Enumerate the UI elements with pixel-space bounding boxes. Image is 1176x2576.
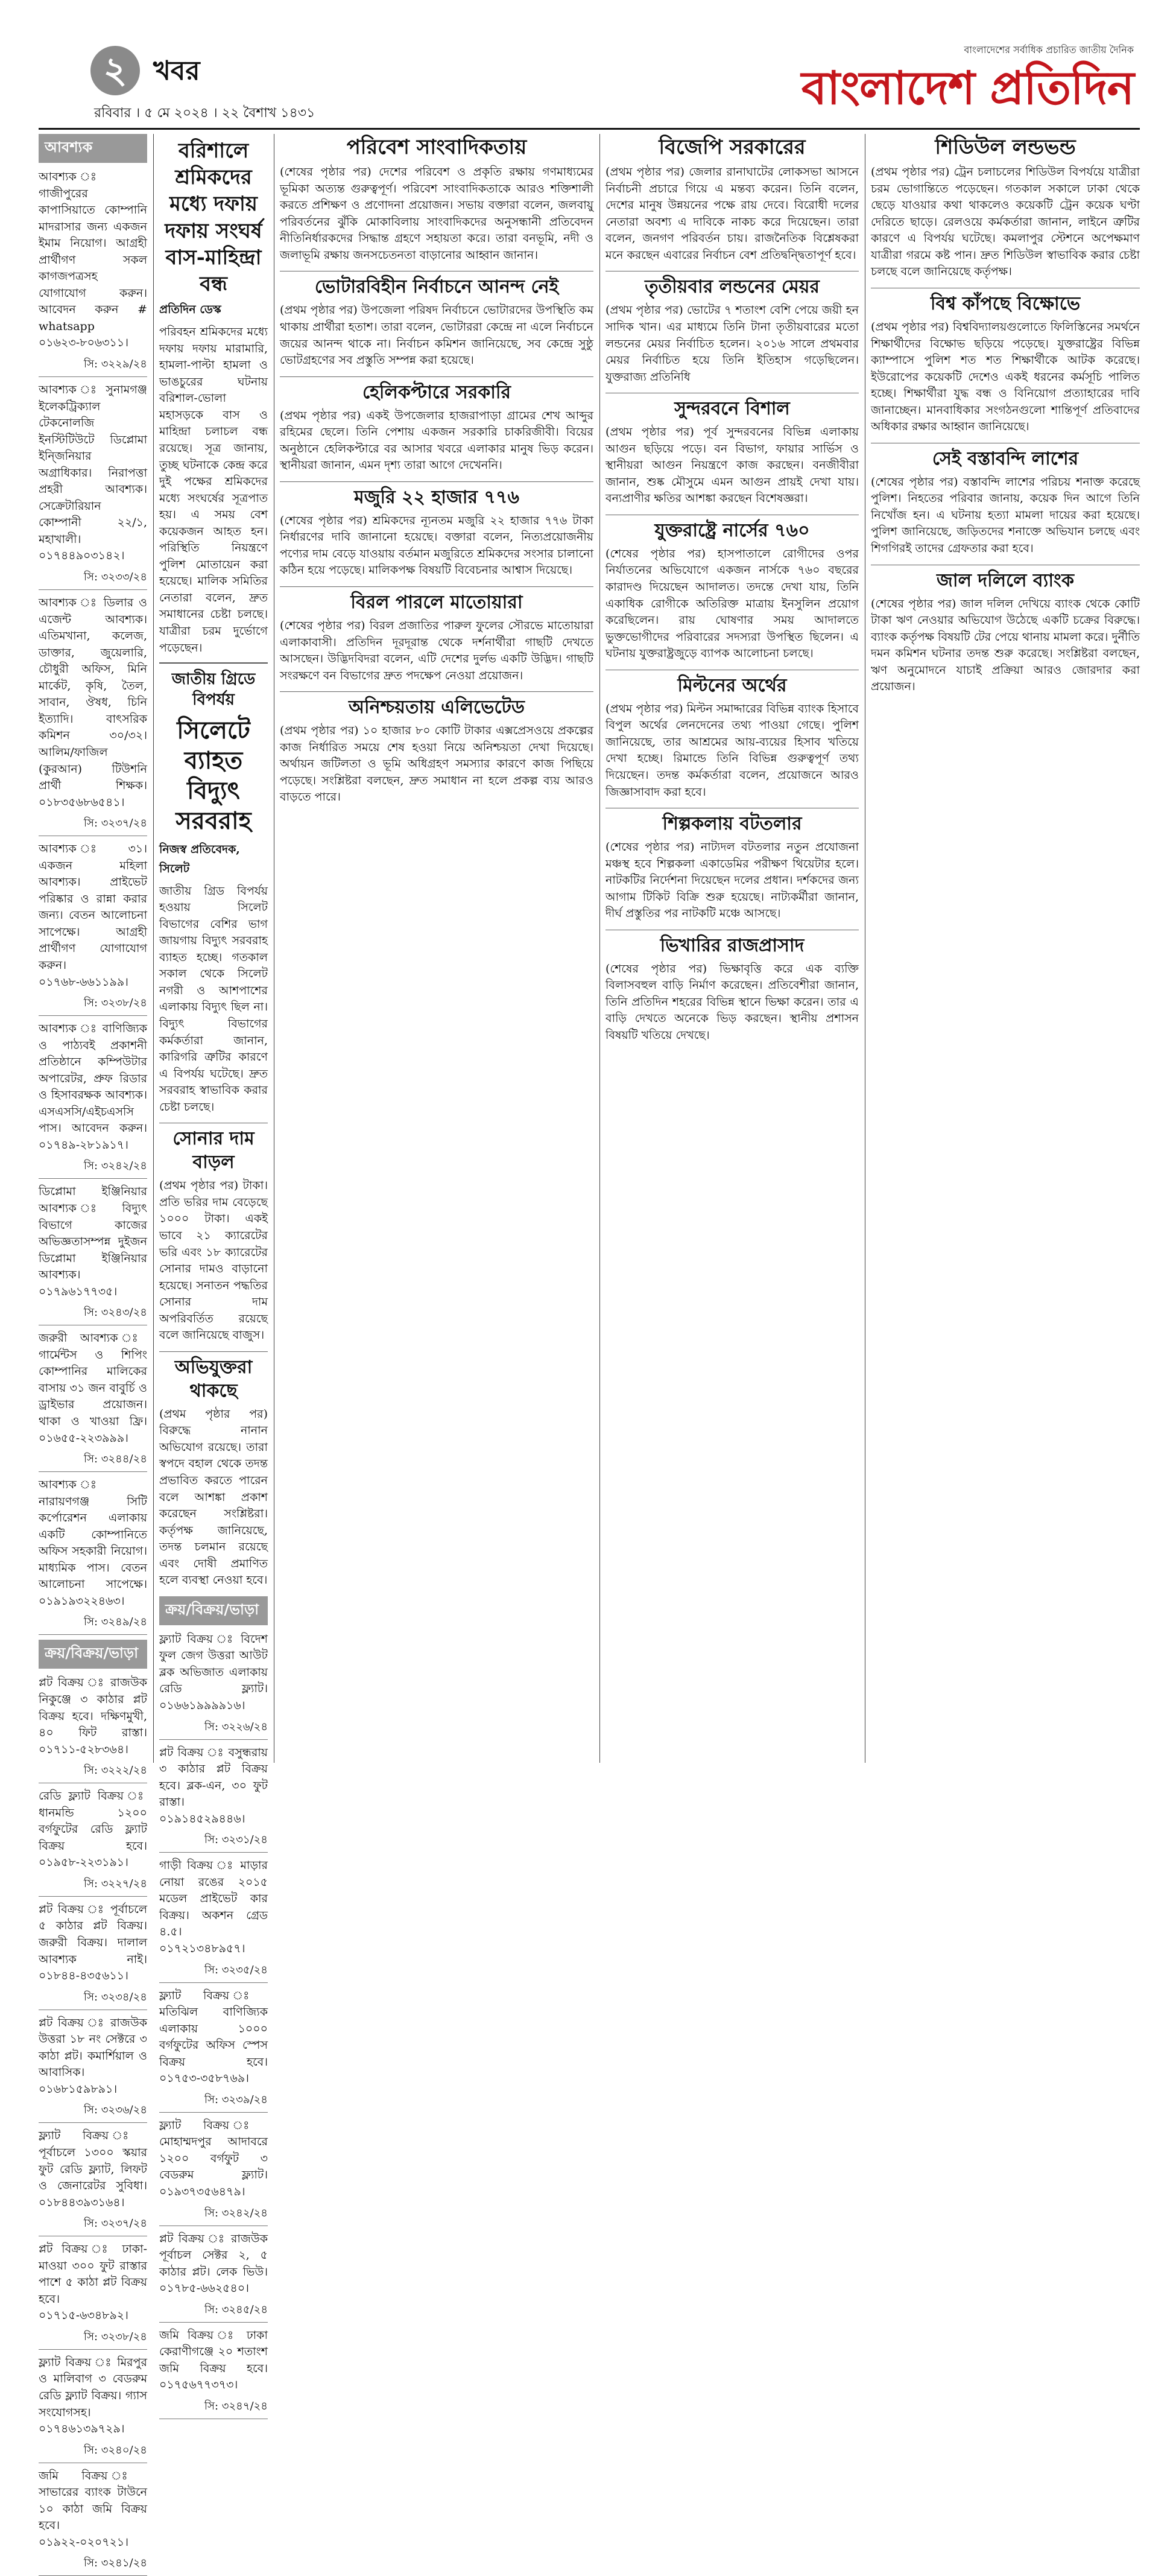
classified-ad-ref: সি: ৩২৩৭/২৪ [39,814,147,836]
classified-ad-text: আবশ্যক ঃ ডিলার ও এজেন্ট আবশ্যক। এতিমখানা, কলেজ, ডাক্তার, জুয়েলারি, চৌধুরী অফিস, মিনি মার্কেট, কৃষি, তৈল, সাবান, ঔষধ, চিনি ইত্যাদি। বাৎসরিক কমিশন ৩০/৩২। আলিম/ফাজিল (কুরআন) টিউশনি প্রার্থী শিক্ষক। ০১৮৩৫৬৮৬৫৪১। [39,596,147,809]
body-world: (প্রথম পৃষ্ঠার পর) বিশ্ববিদ্যালয়গুলোতে ফিলিস্তিনের সমর্থনে শিক্ষার্থীদের বিক্ষোভ ছড়িয়ে পড়েছে। যুক্তরাষ্ট্রের বিভিন্ন ক্যাম্পাসে পুলিশ শত শত শিক্ষার্থীকে আটক করেছে। ইউরোপের কয়েকটি দেশেও একই ধরনের কর্মসূচি পালিত হচ্ছে। শিক্ষার্থীরা যুদ্ধ বন্ধ ও বিনিয়োগ প্রত্যাহারের দাবি জানাচ্ছেন। মানবাধিকার সংগঠনগুলো শান্তিপূর্ণ প্রতিবাদের অধিকার রক্ষার আহ্বান জানিয়েছে। [871,320,1140,434]
headline-helicopter: হেলিকপ্টারে সরকারি [280,376,593,404]
headline-nurse: যুক্তরাষ্ট্রে নার্সের ৭৬০ [605,515,859,542]
separator [159,662,268,664]
body-gold: (প্রথম পৃষ্ঠার পর) টাকা। প্রতি ভরির দাম বেড়েছে ১০০০ টাকা। একই ভাবে ২১ ক্যারেটের ভরি এবং ১৮ ক্যারেটের সোনার দামও বাড়ানো হয়েছে। সনাতন পদ্ধতির সোনার দাম অপরিবর্তিত রয়েছে বলে জানিয়েছে বাজুস। [159,1179,268,1342]
section-title: খবর [153,56,200,86]
body-accused: (প্রথম পৃষ্ঠার পর) বিরুদ্ধে নানান অভিযোগ রয়েছে। তারা স্বপদে বহাল থেকে তদন্ত প্রভাবিত করতে পারেন বলে আশঙ্কা প্রকাশ করেছেন সংশ্লিষ্টরা। কর্তৃপক্ষ জানিয়েছে, তদন্ত চলমান রয়েছে এবং দোষী প্রমাণিত হলে ব্যবস্থা নেওয়া হবে। [159,1407,268,1587]
classified-ad-text: প্লট বিক্রয় ঃ বসুন্ধরায় ৩ কাঠার প্লট বিক্রয় হবে। ব্লক-এন, ৩০ ফুট রাস্তা। ০১৯১৪৫২৯৪৪৬। [159,1745,268,1826]
header-rule [39,128,1140,130]
classified-ad-text: আবশ্যক ঃ সুনামগঞ্জ ইলেকট্রিক্যাল টেকনোলজি ইনস্টিটিউটে ডিপ্লোমা ইন্জিনিয়ার অগ্রাধিকার। নিরাপত্তা প্রহরী আবশ্যক। সেক্রেটারিয়ান কোম্পানী ২২/১, মহাখালী। ০১৭৪৪৯০৩১৪২। [39,383,147,563]
byline-sylhet: নিজস্ব প্রতিবেদক, সিলেট [159,842,240,875]
classified-ad-ref: সি: ৩২৩৮/২৪ [39,2328,147,2350]
body-flower: (শেষের পৃষ্ঠার পর) বিরল প্রজাতির পারুল ফুলের সৌরভে মাতোয়ারা এলাকাবাসী। প্রতিদিন দূরদূরান্ত থেকে দর্শনার্থীরা গাছটি দেখতে আসছেন। উদ্ভিদবিদরা বলেন, এটি দেশের দুর্লভ একটি উদ্ভিদ। গাছটি সংরক্ষণে বন বিভাগের দ্রুত পদক্ষেপ নেওয়া প্রয়োজন। [280,619,593,682]
classified-ad-ref: সি: ৩২৪৫/২৪ [159,2301,268,2323]
headline-gold: সোনার দাম বাড়ল [159,1123,268,1174]
classified-ad-text: রেডি ফ্ল্যাট বিক্রয় ঃ ধানমন্ডি ১২০০ বর্গফুটের রেডি ফ্ল্যাট বিক্রয় হবে। ০১৯৫৮-২২৩১৯১। [39,1789,147,1870]
body-nurse: (শেষের পৃষ্ঠার পর) হাসপাতালে রোগীদের ওপর নির্যাতনের অভিযোগে একজন নার্সকে ৭৬০ বছরের কারাদণ্ড দিয়েছেন আদালত। তদন্তে দেখা যায়, তিনি একাধিক রোগীকে অতিরিক্ত মাত্রায় ইনসুলিন প্রয়োগ করেছিলেন। রায় ঘোষণার সময় আদালতে ভুক্তভোগীদের পরিবারের সদস্যরা উপস্থিত ছিলেন। এ ঘটনায় যুক্তরাষ্ট্রজুড়ে ব্যাপক আলোচনা চলছে। [605,547,859,661]
classified-ad-text: আবশ্যক ঃ ৩১। একজন মহিলা আবশ্যক। প্রাইভেট পরিষ্কার ও রান্না করার জন্য। বেতন আলোচনা সাপেক্ষে। আগ্রহী প্রার্থীগণ যোগাযোগ করুন। ০১৭৬৮-৬৬১১৯৯। [39,842,147,989]
dateline: রবিবার । ৫ মে ২০২৪ । ২২ বৈশাখ ১৪৩১ [94,106,315,121]
body-corpse: (শেষের পৃষ্ঠার পর) বস্তাবন্দি লাশের পরিচয় শনাক্ত করেছে পুলিশ। নিহতের পরিবার জানায়, কয়েক দিন আগে তিনি নিখোঁজ হন। এ ঘটনায় হত্যা মামলা দায়ের করা হয়েছে। পুলিশ জানিয়েছে, জড়িতদের শনাক্তে অভিযান চলছে এবং শিগগিরই তাদের গ্রেফতার করা হবে। [871,475,1140,556]
classified-ad-ref: সি: ৩২৩৮/২৪ [39,994,147,1016]
classified-ad-text: ফ্ল্যাট বিক্রয় ঃ মোহাম্মদপুর আদাবরে ১২০০ বর্গফুট ৩ বেডরুম ফ্ল্যাট। ০১৯৩৭৩৫৬৪৭৯। [159,2118,268,2199]
classified-list-sale [39,1675,147,2576]
headline-art: শিল্পকলায় বটতলার [605,808,859,836]
classified-ad-ref: সি: ৩২৪১/২৪ [39,2554,147,2576]
body-beggar: (শেষের পৃষ্ঠার পর) ভিক্ষাবৃত্তি করে এক ব্যক্তি বিলাসবহুল বাড়ি নির্মাণ করেছেন। প্রতিবেশীরা জানান, তিনি প্রতিদিন শহরের বিভিন্ন স্থানে ভিক্ষা করেন। তার এ বাড়ি দেখতে অনেকে ভিড় করছেন। স্থানীয় প্রশাসন বিষয়টি খতিয়ে দেখছে। [605,962,859,1042]
kicker-sylhet: জাতীয় গ্রিডে বিপর্যয় [171,670,256,709]
classified-ad-text: জমি বিক্রয় ঃ সাভারের ব্যাংক টাউনে ১০ কাঠা জমি বিক্রয় হবে। ০১৯২২-০২০৭২১। [39,2469,147,2549]
body-bjp: (প্রথম পৃষ্ঠার পর) জেলার রানাঘাটের লোকসভা আসনে নির্বাচনী প্রচারে গিয়ে এ মন্তব্য করেন। তিনি বলেন, দেশের মানুষ উন্নয়নের পক্ষে রায় দেবে। বিরোধী দলের নেতারা অবশ্য এ দাবিকে নাকচ করে দিয়েছেন। তারা বলেন, জনগণ পরিবর্তন চায়। রাজনৈতিক বিশ্লেষকরা মনে করছেন এবারের নির্বাচন বেশ প্রতিদ্বন্দ্বিতাপূর্ণ হবে। [605,165,859,262]
headline-elevated: অনিশ্চয়তায় এলিভেটেড [280,691,593,719]
classified-ad-text: ফ্ল্যাট বিক্রয় ঃ বিদেশ ফুল জেগ উত্তরা আউট ব্লক অভিজাত এলাকায় রেডি ফ্ল্যাট। ০১৬৬১৯৯৯৯১৬। [159,1632,268,1712]
classified-ad-text: ফ্ল্যাট বিক্রয় ঃ মতিঝিল বাণিজ্যিক এলাকায় ১০০০ বর্গফুটের অফিস স্পেস বিক্রয় হবে। ০১৭৫৩-৩৫৮৭৬৯। [159,1988,268,2086]
body-sylhet: জাতীয় গ্রিড বিপর্যয় হওয়ায় সিলেট বিভাগের বেশির ভাগ জায়গায় বিদ্যুৎ সরবরাহ ব্যাহত হচ্ছে। গতকাল সকাল থেকে সিলেট নগরী ও আশপাশের এলাকায় বিদ্যুৎ ছিল না। বিদ্যুৎ বিভাগের কর্মকর্তারা জানান, কারিগরি ত্রুটির কারণে এ বিপর্যয় ঘটেছে। দ্রুত সরবরাহ স্বাভাবিক করার চেষ্টা চলছে। [159,884,268,1114]
headline-beggar: ভিখারির রাজপ্রাসাদ [605,930,859,957]
column-3 [280,134,593,1763]
classified-ad-ref: সি: ৩২২২/২৪ [39,1762,147,1783]
headline-world: বিশ্ব কাঁপছে বিক্ষোভে [871,288,1140,316]
classified-ad-text: প্লট বিক্রয় ঃ রাজউক নিকুঞ্জে ৩ কাঠার প্লট বিক্রয় হবে। দক্ষিণমুখী, ৪০ ফিট রাস্তা। ০১৭১১-৫২৮৩৬৪। [39,1676,147,1756]
classified-ad-text: ফ্ল্যাট বিক্রয় ঃ মিরপুর ও মালিবাগ ৩ বেডরুম রেডি ফ্ল্যাট বিক্রয়। গ্যাস সংযোগসহ। ০১৭৪৬১৩৯৭২৯। [39,2355,147,2436]
body-voter: (প্রথম পৃষ্ঠার পর) উপজেলা পরিষদ নির্বাচনে ভোটারদের উপস্থিতি কম থাকায় প্রার্থীরা হতাশ। তারা বলেন, ভোটাররা কেন্দ্রে না এলে নির্বাচনে জয়ের আনন্দ থাকে না। নির্বাচন কমিশন জানিয়েছে, সব কেন্দ্রে সুষ্ঠু ভোটগ্রহণের সব প্রস্তুতি সম্পন্ন করা হয়েছে। [280,303,593,367]
headline-london: তৃতীয়বার লন্ডনের মেয়র [605,271,859,299]
masthead [39,42,1140,122]
body-wage: (শেষের পৃষ্ঠার পর) শ্রমিকদের ন্যূনতম মজুরি ২২ হাজার ৭৭৬ টাকা নির্ধারণের দাবি জানানো হয়েছে। বক্তারা বলেন, নিত্যপ্রয়োজনীয় পণ্যের দাম বেড়ে যাওয়ায় বর্তমান মজুরিতে শ্রমিকদের সংসার চালানো কঠিন হয়ে পড়েছে। মালিকপক্ষ বিষয়টি বিবেচনার আশ্বাস দিয়েছে। [280,513,593,577]
classified-ad-ref: সি: ৩২৪২/২৪ [39,1157,147,1179]
headline-voter: ভোটারবিহীন নির্বাচনে আনন্দ নেই [280,271,593,299]
classified-ad-ref: সি: ৩২৪০/২৪ [39,2441,147,2463]
body-art: (শেষের পৃষ্ঠার পর) নাট্যদল বটতলার নতুন প্রযোজনা মঞ্চস্থ হবে শিল্পকলা একাডেমির পরীক্ষণ থিয়েটার হলে। নাটকটির নির্দেশনা দিয়েছেন দলের প্রধান। দর্শকদের জন্য আগাম টিকিট বিক্রি শুরু হয়েছে। নাট্যকর্মীরা জানান, দীর্ঘ প্রস্তুতির পর নাটকটি মঞ্চে আসছে। [605,840,859,921]
body-sundarbans: (প্রথম পৃষ্ঠার পর) পূর্ব সুন্দরবনের বিভিন্ন এলাকায় আগুন ছড়িয়ে পড়ে। বন বিভাগ, ফায়ার সার্ভিস ও স্থানীয়রা আগুন নিয়ন্ত্রণে কাজ করছেন। বনজীবীরা জানান, শুষ্ক মৌসুমে এমন আগুন প্রায়ই দেখা যায়। বন্যপ্রাণীর ক্ষতির আশঙ্কা করছেন বিশেষজ্ঞরা। [605,425,859,506]
column-5 [871,134,1140,1763]
classified-ad-ref: সি: ৩২৩৩/২৪ [39,568,147,590]
byline-barishal: প্রতিদিন ডেস্ক [159,303,221,317]
classified-ad-text: প্লট বিক্রয় ঃ রাজউক উত্তরা ১৮ নং সেক্টরে ৩ কাঠা প্লট। কমার্শিয়াল ও আবাসিক। ০১৬৮১৫৯৮৯১। [39,2016,147,2096]
classified-ad-ref: সি: ৩২২৯/২৪ [39,355,147,377]
column-2 [159,134,268,2413]
classified-ad-ref: সি: ৩২৪২/২৪ [159,2204,268,2226]
classified-ad-ref: সি: ৩২৪৭/২৪ [159,2397,268,2419]
body-london: (প্রথম পৃষ্ঠার পর) ভোটের ৭ শতাংশ বেশি পেয়ে জয়ী হন সাদিক খান। এর মাধ্যমে তিনি টানা তৃতীয়বারের মতো লন্ডনের মেয়র নির্বাচিত হলেন। ২০১৬ সালে প্রথমবার মেয়র নির্বাচিত হয়ে তিনি ইতিহাস গড়েছিলেন। যুক্তরাজ্য প্রতিনিধি [605,303,859,384]
classified-ad-ref: সি: ৩২৩৬/২৪ [39,2101,147,2123]
body-schedule: (প্রথম পৃষ্ঠার পর) ট্রেন চলাচলের শিডিউল বিপর্যয়ে যাত্রীরা চরম ভোগান্তিতে পড়েছেন। গতকাল সকালে ঢাকা থেকে ছেড়ে যাওয়ার কথা থাকলেও কয়েকটি ট্রেন কয়েক ঘণ্টা দেরিতে ছাড়ে। রেলওয়ে কর্মকর্তারা জানান, লাইনে ত্রুটির কারণে এ বিপর্যয় ঘটেছে। কমলাপুর স্টেশনে অপেক্ষমাণ যাত্রীরা গরমে কষ্ট পান। দ্রুত শিডিউল স্বাভাবিক করার চেষ্টা চলছে বলে জানিয়েছে কর্তৃপক্ষ। [871,165,1140,279]
headline-environment: পরিবেশ সাংবাদিকতায় [346,135,527,159]
headline-bjp: বিজেপি সরকারের [659,135,806,159]
classified-ad-text: প্লট বিক্রয় ঃ ঢাকা-মাওয়া ৩০০ ফুট রাস্তার পাশে ৫ কাঠা প্লট বিক্রয় হবে। ০১৭১৫-৬৩৪৮৯২। [39,2242,147,2323]
classified-ad-text: প্লট বিক্রয় ঃ রাজউক পূর্বাচল সেক্টর ২, ৫ কাঠার প্লট। লেক ভিউ। ০১৭৮৫-৬৬২৫৪০। [159,2232,268,2295]
headline-sylhet: সিলেটে ব্যাহত বিদ্যুৎ সরবরাহ [175,715,251,835]
classified-tag-sale: ক্রয়/বিক্রয়/ভাড়া [39,1640,147,1669]
body-bank: (শেষের পৃষ্ঠার পর) জাল দলিল দেখিয়ে ব্যাংক থেকে কোটি টাকা ঋণ নেওয়ার অভিযোগ উঠেছে একটি চক্রের বিরুদ্ধে। ব্যাংক কর্তৃপক্ষ বিষয়টি টের পেয়ে থানায় মামলা করে। দুর্নীতি দমন কমিশন ঘটনার তদন্ত শুরু করেছে। সংশ্লিষ্টরা বলছেন, ঋণ অনুমোদনে যাচাই প্রক্রিয়া আরও জোরদার করা প্রয়োজন। [871,597,1140,694]
body-elevated: (প্রথম পৃষ্ঠার পর) ১০ হাজার ৮০ কোটি টাকার এক্সপ্রেসওয়ে প্রকল্পের কাজ নির্ধারিত সময়ে শেষ হওয়া নিয়ে অনিশ্চয়তা দেখা দিয়েছে। অর্থায়ন জটিলতা ও ভূমি অধিগ্রহণ সমস্যার কারণে কাজ পিছিয়ে পড়েছে। সংশ্লিষ্টরা বলছেন, দ্রুত সমাধান না হলে প্রকল্প ব্যয় আরও বাড়তে পারে। [280,724,593,804]
headline-wage: মজুরি ২২ হাজার ৭৭৬ [280,481,593,509]
headline-schedule: শিডিউল লন্ডভন্ড [935,135,1076,159]
classified-ad-text: গাড়ী বিক্রয় ঃ মাড়ার নোয়া রঙের ২০১৫ মডেল প্রাইভেট কার বিক্রয়। অকশন গ্রেড ৪.৫। ০১৭২১৩৪৮৯৫৭। [159,1859,268,1955]
body-milton: (প্রথম পৃষ্ঠার পর) মিল্টন সমাদ্দারের বিভিন্ন ব্যাংক হিসাবে বিপুল অর্থের লেনদেনের তথ্য পাওয়া গেছে। পুলিশ জানিয়েছে, তার আশ্রমের আয়-ব্যয়ের হিসাব খতিয়ে দেখা হচ্ছে। রিমান্ডে তিনি বিভিন্ন গুরুত্বপূর্ণ তথ্য দিয়েছেন। তদন্ত কর্মকর্তারা বলেন, প্রয়োজনে আরও জিজ্ঞাসাবাদ করা হবে। [605,702,859,799]
classified-ad-ref: সি: ৩২৩৫/২৪ [159,1961,268,1983]
classified-ad-ref: সি: ৩২৪৪/২৪ [39,1450,147,1472]
classified-list-sale-2 [159,1631,268,2419]
classified-ad-ref: সি: ৩২৪৩/২৪ [39,1304,147,1325]
classified-ad-text: আবশ্যক ঃ নারায়ণগঞ্জ সিটি কর্পোরেশন এলাকায় একটি কোম্পানিতে অফিস সহকারী নিয়োগ। মাধ্যমিক পাস। বেতন আলোচনা সাপেক্ষে। ০১৯১৯৩২২৪৬৩। [39,1478,147,1608]
classified-ad-ref: সি: ৩২২৭/২৪ [39,1875,147,1897]
headline-accused: অভিযুক্তরা থাকছে [159,1351,268,1403]
column-divider [599,134,600,1763]
classified-ad-text: ফ্ল্যাট বিক্রয় ঃ পূর্বাচলে ১৩০০ স্কয়ার ফুট রেডি ফ্ল্যাট, লিফট ও জেনারেটর সুবিধা। ০১৮৪৪৩৯৩১৬৪। [39,2129,147,2209]
classified-ad-text: আবশ্যক ঃ বাণিজ্যিক ও পাঠ্যবই প্রকাশনী প্রতিষ্ঠানে কম্পিউটার অপারেটর, প্রুফ রিডার ও হিসাবরক্ষক আবশ্যক। এসএসসি/এইচএসসি পাস। আবেদন করুন। ০১৭৪৯-২৮১৯১৭। [39,1022,147,1152]
page-number-badge: ২ [90,46,140,95]
headline-corpse: সেই বস্তাবন্দি লাশের [871,443,1140,471]
column-divider [153,134,154,1763]
classified-ad-ref: সি: ৩২২৬/২৪ [159,1718,268,1740]
body-environment: (শেষের পৃষ্ঠার পর) দেশের পরিবেশ ও প্রকৃতি রক্ষায় গণমাধ্যমের ভূমিকা অত্যন্ত গুরুত্বপূর্ণ। পরিবেশ সাংবাদিকতাকে আরও শক্তিশালী করতে প্রশিক্ষণ ও প্রণোদনা প্রয়োজন। সভায় বক্তারা বলেন, জলবায়ু পরিবর্তনের ঝুঁকি মোকাবিলায় সাংবাদিকদের অনুসন্ধানী প্রতিবেদন নীতিনির্ধারকদের সিদ্ধান্ত গ্রহণে সহায়তা করে। তারা বনভূমি, নদী ও জলাভূমি রক্ষায় জনসচেতনতা বাড়ানোর আহ্বান জানান। [280,165,593,262]
classified-tag-sale-2: ক্রয়/বিক্রয়/ভাড়া [159,1596,268,1625]
classified-ad-ref: সি: ৩২৪৯/২৪ [39,1613,147,1635]
classified-ad-ref: সি: ৩২৩৯/২৪ [159,2091,268,2113]
classified-ad-text: জমি বিক্রয় ঃ ঢাকা কেরাণীগঞ্জে ২০ শতাংশ জমি বিক্রয় হবে। ০১৭৫৬৭৭৩৭৩। [159,2328,268,2392]
body-barishal: পরিবহন শ্রমিকদের মধ্যে দফায় দফায় মারামারি, হামলা-পাল্টা হামলা ও ভাঙচুরের ঘটনায় বরিশাল-ভোলা মহাসড়কে বাস ও মাহিন্দ্রা চলাচল বন্ধ রয়েছে। সূত্র জানায়, তুচ্ছ ঘটনাকে কেন্দ্র করে দুই পক্ষের শ্রমিকদের মধ্যে সংঘর্ষের সূত্রপাত হয়। এ সময় বেশ কয়েকজন আহত হন। পরিস্থিতি নিয়ন্ত্রণে পুলিশ মোতায়েন করা হয়েছে। মালিক সমিতির নেতারা বলেন, দ্রুত সমাধানের চেষ্টা চলছে। যাত্রীরা চরম দুর্ভোগে পড়েছেন। [159,325,268,655]
classified-ad-ref: সি: ৩২৩১/২৪ [159,1831,268,1853]
headline-sundarbans: সুন্দরবনে বিশাল [605,393,859,420]
headline-bank: জাল দলিলে ব্যাংক [871,565,1140,592]
column-4 [605,134,859,1763]
classified-ad-ref: সি: ৩২৩৪/২৪ [39,1988,147,2010]
classified-ad-text: ডিপ্লোমা ইঞ্জিনিয়ার আবশ্যক ঃ বিদ্যুৎ বিভাগে কাজের অভিজ্ঞতাসম্পন্ন দুইজন ডিপ্লোমা ইঞ্জিনিয়ার আবশ্যক। ০১৭৯৬১৭৭৩৫। [39,1185,147,1298]
classified-list-jobs [39,169,147,1635]
headline-barishal: বরিশালে শ্রমিকদের মধ্যে দফায় দফায় সংঘর্ষ বাস-মাহিন্দ্রা বন্ধ [165,139,262,296]
newspaper-logo: বাংলাদেশ প্রতিদিন [801,61,1134,115]
headline-flower: বিরল পারলে মাতোয়ারা [280,586,593,614]
classifieds-column [39,134,147,2570]
headline-milton: মিল্টনের অর্থের [605,670,859,697]
page-body [39,134,1140,2570]
logo-tagline: বাংলাদেশের সর্বাধিক প্রচারিত জাতীয় দৈনিক [964,44,1134,56]
classified-ad-text: প্লট বিক্রয় ঃ পূর্বাচলে ৫ কাঠার প্লট বিক্রয়। জরুরী বিক্রয়। দালাল আবশ্যক নাই। ০১৮৪৪-৪৩৫৬১১। [39,1902,147,1983]
classified-ad-text: জরুরী আবশ্যক ঃ গার্মেন্টস ও শিপিং কোম্পানির মালিকের বাসায় ৩১ জন বাবুর্চি ও ড্রাইভার প্রয়োজন। থাকা ও খাওয়া ফ্রি। ০১৬৫৫-২২৩৯৯৯। [39,1331,147,1445]
classified-tag-jobs: আবশ্যক [39,134,147,163]
classified-ad-text: আবশ্যক ঃ গাজীপুরের কাপাসিয়াতে কোম্পানি মাদরাসার জন্য একজন ইমাম নিয়োগ। আগ্রহী প্রার্থীগণ সকল কাগজপত্রসহ যোগাযোগ করুন। আবেদন করুন # whatsapp ০১৬২৩-৮০৬৩১১। [39,170,147,350]
body-helicopter: (প্রথম পৃষ্ঠার পর) একই উপজেলার হাজরাপাড়া গ্রামের শেখ আব্দুর রহিমের ছেলে। তিনি পেশায় একজন সরকারি চাকরিজীবী। বিয়ের অনুষ্ঠানে হেলিকপ্টারে বর আসার খবরে এলাকার মানুষ ভিড় করেন। স্থানীয়রা জানান, এমন দৃশ্য তারা আগে দেখেননি। [280,408,593,472]
classified-ad-ref: সি: ৩২৩৭/২৪ [39,2215,147,2236]
